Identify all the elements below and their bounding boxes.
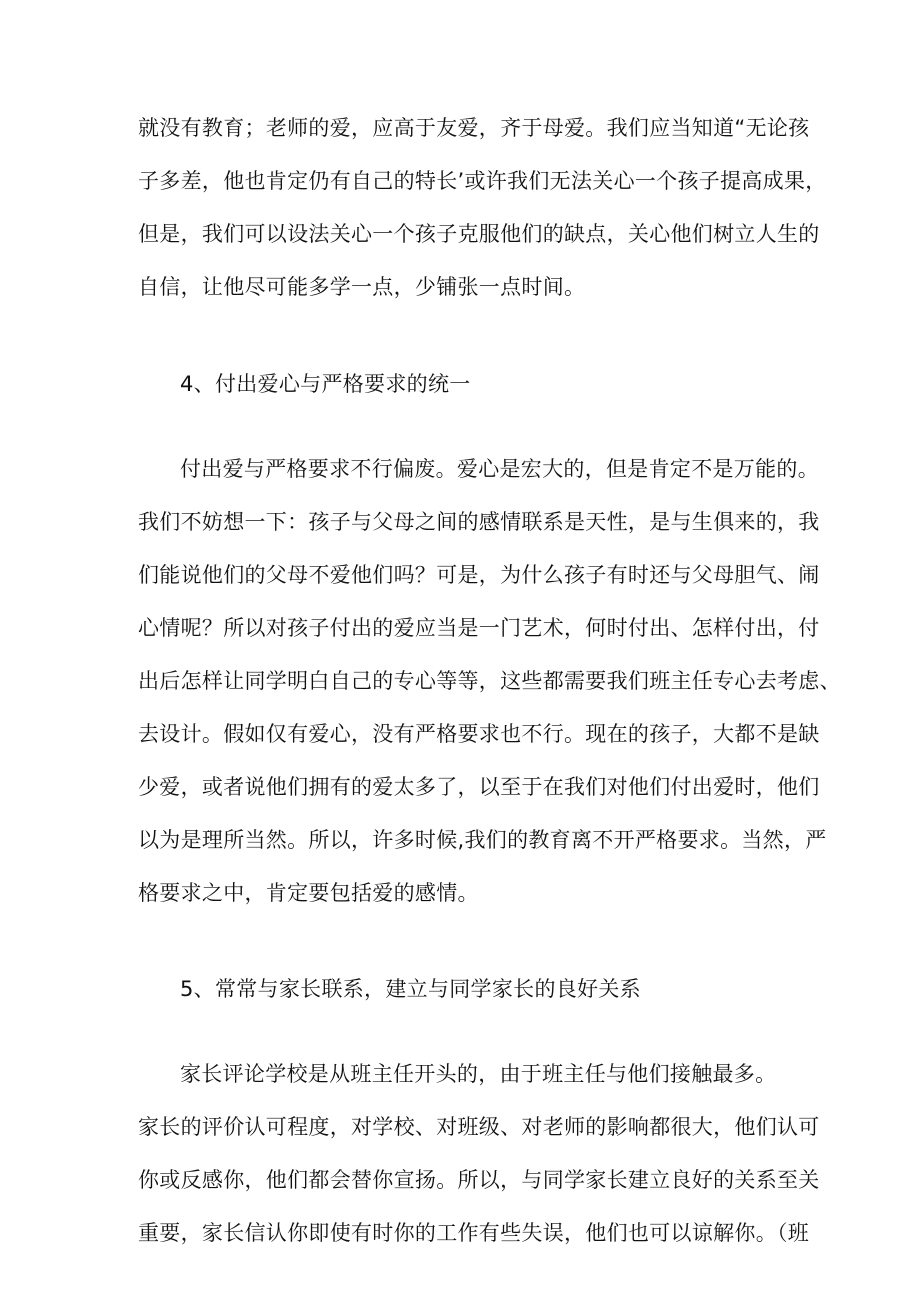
section-4-heading: 4、付出爱心与严格要求的统一	[180, 372, 471, 396]
section-4-line-1: 付出爱与严格要求不行偏废。爱心是宏大的，但是肯定不是万能的。	[180, 457, 819, 481]
section-4-line-9: 格要求之中，肯定要包括爱的感情。	[138, 881, 479, 905]
section-4-line-3: 们能说他们的父母不爱他们吗？可是，为什么孩子有时还与父母胆气、闹	[138, 563, 820, 587]
section-4-line-8: 以为是理所当然。所以，许多时候,我们的教育离不开严格要求。当然，严	[138, 828, 827, 852]
paragraph-1-line-4: 自信，让他尽可能多学一点，少铺张一点时间。	[138, 275, 586, 299]
section-4-line-7: 少爱，或者说他们拥有的爱太多了，以至于在我们对他们付出爱时，他们	[138, 775, 820, 799]
section-4-line-4: 心情呢？所以对孩子付出的爱应当是一门艺术，何时付出、怎样付出，付	[138, 616, 820, 640]
section-5-line-3: 你或反感你，他们都会替你宣扬。所以，与同学家长建立良好的关系至关	[138, 1168, 820, 1192]
section-5-heading: 5、常常与家长联系，建立与同学家长的良好关系	[180, 977, 641, 1001]
paragraph-1-line-1: 就没有教育；老师的爱，应高于友爱，齐于母爱。我们应当知道“无论孩	[138, 116, 810, 140]
section-5-line-2: 家长的评价认可程度，对学校、对班级、对老师的影响都很大，他们认可	[138, 1115, 820, 1139]
section-4-line-6: 去设计。假如仅有爱心，没有严格要求也不行。现在的孩子，大都不是缺	[138, 722, 820, 746]
paragraph-1-line-3: 但是，我们可以设法关心一个孩子克服他们的缺点，关心他们树立人生的	[138, 222, 820, 246]
section-5-line-1: 家长评论学校是从班主任开头的，由于班主任与他们接触最多。	[180, 1062, 777, 1086]
section-5-line-4: 重要，家长信认你即使有时你的工作有些失误，他们也可以谅解你。（班	[138, 1221, 810, 1245]
paragraph-1-line-2: 子多差，他也肯定仍有自己的特长’或许我们无法关心一个孩子提高成果，	[138, 169, 827, 193]
section-4-line-5: 出后怎样让同学明白自己的专心等等，这些都需要我们班主任专心去考虑、	[138, 669, 841, 693]
section-4-line-2: 我们不妨想一下：孩子与父母之间的感情联系是天性，是与生俱来的，我	[138, 510, 820, 534]
